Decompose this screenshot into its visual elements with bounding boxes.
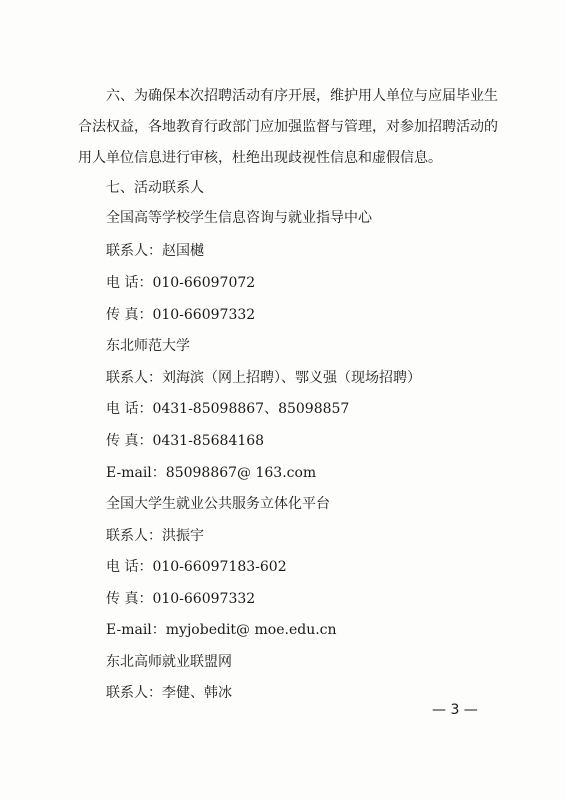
org2-phone: 电 话：0431-85098867、85098857 (106, 401, 350, 417)
org3-email: E-mail：myjobedit@ moe.edu.cn (106, 622, 337, 638)
section-7-title: 七、活动联系人 (106, 180, 204, 196)
org2-name: 东北师范大学 (106, 338, 190, 354)
org2-fax: 传 真：0431-85684168 (106, 433, 265, 449)
org3-phone: 电 话：010-66097183-602 (106, 559, 287, 575)
org2-contact: 联系人：刘海滨（网上招聘）、鄂义强（现场招聘） (106, 370, 421, 386)
org3-name: 全国大学生就业公共服务立体化平台 (106, 496, 330, 512)
org2-email: E-mail：85098867@ 163.com (106, 465, 317, 481)
section-6-paragraph: 六、为确保本次招聘活动有序开展，维护用人单位与应届毕业生合法权益，各地教育行政部门应加强监督与管理，对参加招聘活动的用人单位信息进行审核，杜绝出现歧视性信息和虚假信息。 (78, 88, 498, 166)
org4-name: 东北高师就业联盟网 (106, 654, 232, 670)
org3-fax: 传 真：010-66097332 (106, 591, 256, 607)
org1-contact: 联系人：赵国樾 (106, 243, 204, 259)
org3-contact: 联系人：洪振宇 (106, 528, 204, 544)
org1-name: 全国高等学校学生信息咨询与就业指导中心 (106, 210, 372, 226)
org1-fax: 传 真：010-66097332 (106, 307, 256, 323)
org4-contact: 联系人：李健、韩冰 (106, 685, 232, 701)
org1-phone: 电 话：010-66097072 (106, 275, 256, 291)
page-number: — 3 — (432, 702, 478, 718)
